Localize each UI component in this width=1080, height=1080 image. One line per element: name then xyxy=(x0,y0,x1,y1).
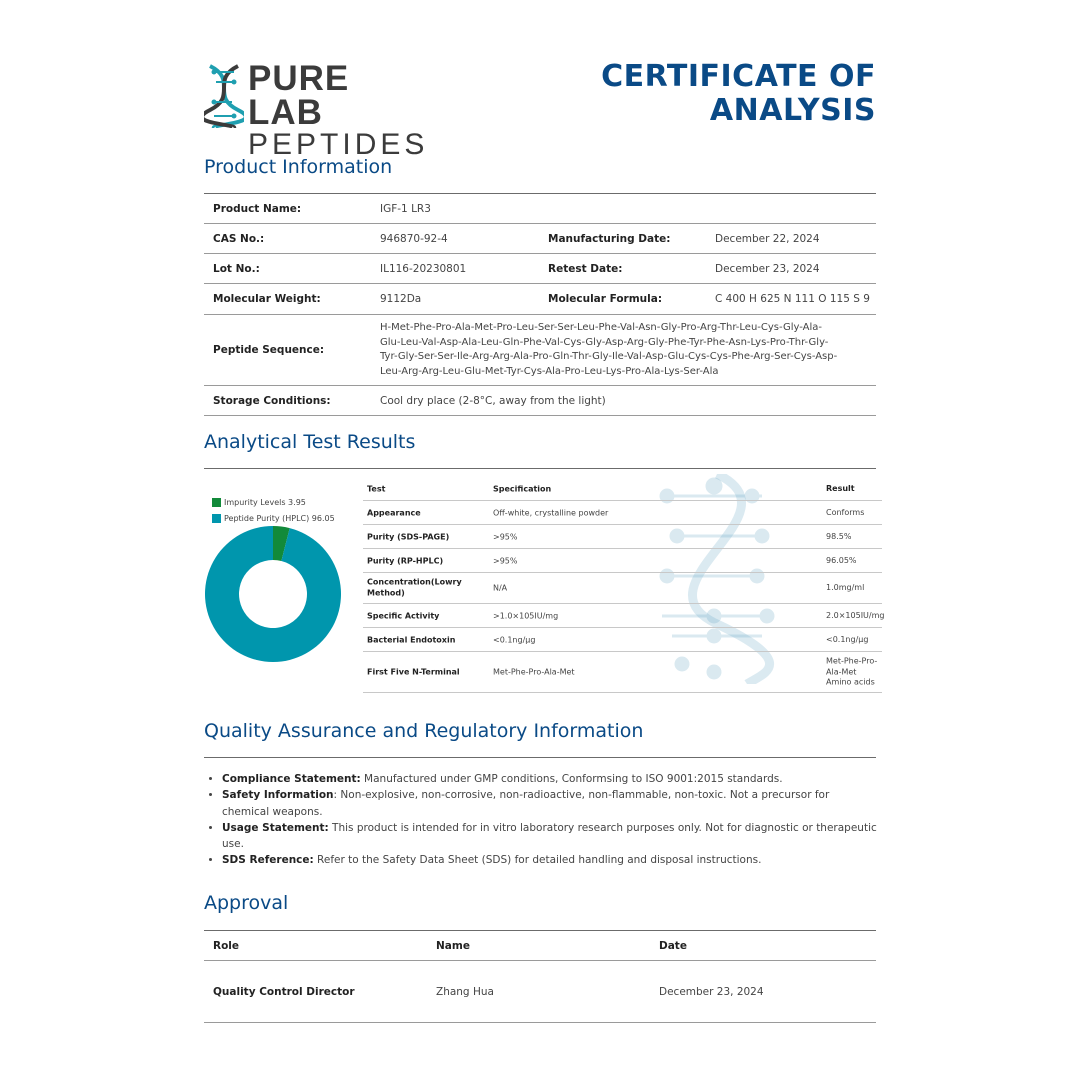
table-row xyxy=(204,254,876,284)
approval-date: December 23, 2024 xyxy=(659,985,764,998)
table-row xyxy=(363,652,882,693)
qa-label: SDS Reference: xyxy=(222,854,314,867)
list-item xyxy=(222,852,884,868)
test-result: Conforms xyxy=(826,507,865,517)
legend-swatch-impurity xyxy=(212,498,221,507)
column-header-name: Name xyxy=(436,939,470,952)
table-row xyxy=(363,628,882,652)
test-spec: Off-white, crystalline powder xyxy=(493,508,609,517)
qa-text: This product is intended for in vitro laboratory research purposes only. Not for diagnostic or therapeutic use. xyxy=(222,821,877,851)
qa-label: Safety Information xyxy=(222,789,334,802)
molecular-formula-value: C 400 H 625 N 111 O 115 S 9 xyxy=(715,293,870,305)
test-result: 1.0mg/ml xyxy=(826,582,865,592)
product-info-heading: Product Information xyxy=(204,156,393,178)
legend-item-purity xyxy=(212,510,335,526)
test-spec: Met-Phe-Pro-Ala-Met xyxy=(493,667,575,677)
column-header-role: Role xyxy=(213,939,240,952)
test-spec: N/A xyxy=(493,583,508,593)
test-name: Appearance xyxy=(367,508,421,517)
table-row xyxy=(363,573,882,604)
sequence-line: Glu-Leu-Val-Asp-Ala-Leu-Gln-Phe-Val-Cys-Gly-Asp-Arg-Gly-Phe-Tyr-Phe-Asn-Lys-Pro-Thr-Gly- xyxy=(380,336,829,348)
column-header-result: Result xyxy=(826,483,855,493)
brand-name-line1: PURE LAB xyxy=(248,59,350,132)
retest-date-label: Retest Date: xyxy=(548,262,623,275)
product-name-value: IGF-1 LR3 xyxy=(380,202,431,215)
analytical-heading: Analytical Test Results xyxy=(204,431,416,453)
legend-label: Impurity Levels 3.95 xyxy=(224,497,306,507)
storage-label: Storage Conditions: xyxy=(213,394,331,407)
product-info-table xyxy=(204,193,876,416)
divider xyxy=(204,757,876,758)
table-row xyxy=(204,961,876,1023)
peptide-sequence-value xyxy=(380,321,870,379)
table-row xyxy=(363,501,882,525)
sequence-line: H-Met-Phe-Pro-Ala-Met-Pro-Leu-Ser-Ser-Leu-Phe-Val-Asn-Gly-Pro-Arg-Thr-Leu-Cys-Gly-Ala- xyxy=(380,322,822,333)
lot-value: IL116-20230801 xyxy=(380,262,467,275)
table-row xyxy=(204,386,876,416)
test-result: 2.0×105IU/mg xyxy=(826,610,885,620)
qa-label: Usage Statement: xyxy=(222,821,329,834)
approver-name: Zhang Hua xyxy=(436,985,494,998)
mfg-date-label: Manufacturing Date: xyxy=(548,232,671,245)
cas-value: 946870-92-4 xyxy=(380,232,448,245)
brand-logo xyxy=(204,59,434,161)
title-line2: ANALYSIS xyxy=(709,93,876,128)
test-name: Purity (RP-HPLC) xyxy=(367,556,444,565)
test-spec: >95% xyxy=(493,556,518,565)
column-header-test: Test xyxy=(367,484,386,494)
test-result: 96.05% xyxy=(826,555,857,565)
column-header-date: Date xyxy=(659,939,687,952)
test-spec: >1.0×105IU/mg xyxy=(493,611,559,620)
table-header-row xyxy=(204,931,876,961)
qa-list xyxy=(204,771,884,869)
sequence-line: Tyr-Gly-Ser-Ser-Ile-Arg-Arg-Ala-Pro-Gln-Thr-Gly-Ile-Val-Asp-Glu-Cys-Cys-Phe-Arg-Ser-Cys-Asp- xyxy=(380,351,838,362)
molecular-formula-label: Molecular Formula: xyxy=(548,293,663,305)
legend-swatch-purity xyxy=(212,514,221,523)
cas-label: CAS No.: xyxy=(213,232,265,245)
legend-item-impurity xyxy=(212,494,335,510)
qa-label: Compliance Statement: xyxy=(222,773,361,785)
table-header-row xyxy=(363,478,882,501)
table-row xyxy=(363,604,885,628)
purity-donut-chart xyxy=(204,525,342,663)
brand-name-line2: PEPTIDES xyxy=(248,128,429,161)
column-header-specification: Specification xyxy=(493,484,552,494)
retest-date-value: December 23, 2024 xyxy=(715,262,820,275)
chart-legend xyxy=(212,494,335,526)
lot-label: Lot No.: xyxy=(213,262,260,275)
table-row xyxy=(204,284,876,315)
purity-slice xyxy=(205,526,341,662)
divider xyxy=(204,468,876,469)
test-spec: <0.1ng/μg xyxy=(493,635,536,644)
table-row xyxy=(204,224,876,254)
qa-text: Refer to the Safety Data Sheet (SDS) for detailed handling and disposal instructions. xyxy=(313,854,762,867)
title-line1: CERTIFICATE OF xyxy=(601,59,876,94)
qa-text: : Non-explosive, non-corrosive, non-radioactive, non-flammable, non-toxic. Not a precursor for chemical weapons. xyxy=(222,789,830,818)
qa-text: Manufactured under GMP conditions, Conformsing to ISO 9001:2015 standards. xyxy=(360,773,783,785)
sequence-line: Leu-Arg-Arg-Leu-Glu-Met-Tyr-Cys-Ala-Pro-Leu-Lys-Pro-Ala-Lys-Ser-Ala xyxy=(380,365,719,377)
analytical-table xyxy=(363,478,885,693)
table-row xyxy=(363,549,882,573)
test-name: Concentration(Lowry Method) xyxy=(367,577,462,597)
approver-role: Quality Control Director xyxy=(213,985,355,998)
test-spec: >95% xyxy=(493,532,518,541)
test-name: First Five N-Terminal xyxy=(367,667,460,677)
test-name: Bacterial Endotoxin xyxy=(367,635,456,644)
product-name-label: Product Name: xyxy=(213,202,302,215)
qa-heading: Quality Assurance and Regulatory Information xyxy=(204,720,644,742)
list-item xyxy=(222,787,872,820)
molecular-weight-value: 9112Da xyxy=(380,293,422,305)
test-name: Specific Activity xyxy=(367,611,440,620)
test-result: 98.5% xyxy=(826,531,852,541)
list-item xyxy=(222,771,884,787)
mfg-date-value: December 22, 2024 xyxy=(715,232,820,245)
list-item xyxy=(222,820,884,853)
approval-table xyxy=(204,930,876,1023)
storage-value: Cool dry place (2-8°C, away from the light) xyxy=(380,394,606,407)
test-name: Purity (SDS-PAGE) xyxy=(367,532,450,541)
table-row xyxy=(363,525,882,549)
document-title xyxy=(601,60,876,128)
table-row xyxy=(204,315,876,386)
test-result: <0.1ng/μg xyxy=(826,634,869,644)
dna-logo-icon xyxy=(204,62,244,128)
approval-heading: Approval xyxy=(204,892,289,914)
table-row xyxy=(204,194,876,224)
legend-label: Peptide Purity (HPLC) 96.05 xyxy=(224,513,335,523)
test-result: Met-Phe-Pro-Ala-Met Amino acids xyxy=(826,656,878,687)
peptide-sequence-label: Peptide Sequence: xyxy=(213,344,325,356)
molecular-weight-label: Molecular Weight: xyxy=(213,293,321,305)
